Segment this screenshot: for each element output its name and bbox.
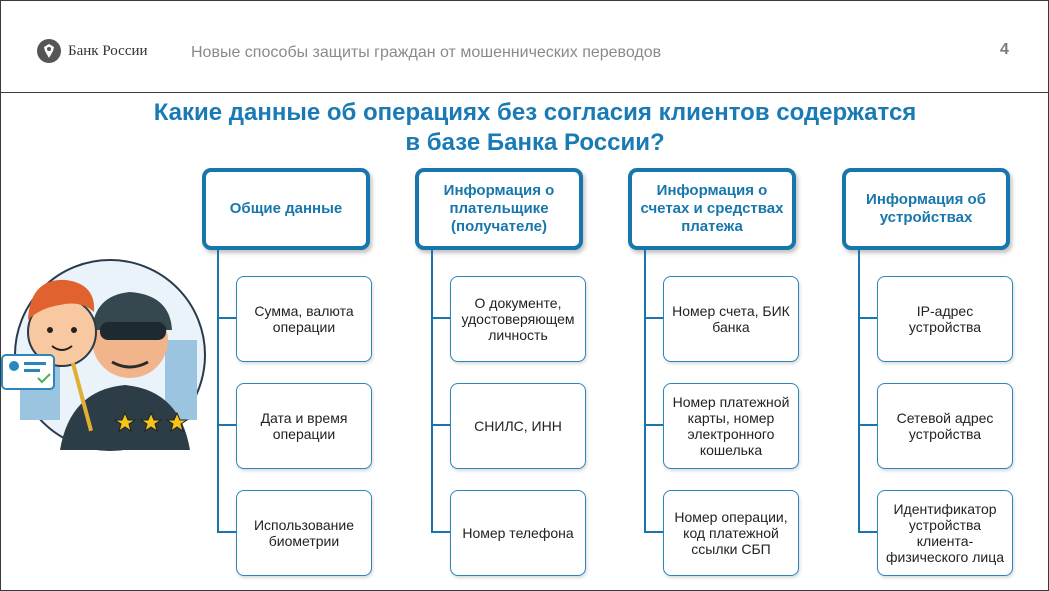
- connector-horizontal: [644, 317, 663, 319]
- connector-horizontal: [644, 531, 663, 533]
- slide-header: [0, 0, 1049, 93]
- item-identity-document: О документе, удостоверяющем личность: [450, 276, 586, 362]
- connector-horizontal: [431, 424, 450, 426]
- connector-horizontal: [217, 317, 236, 319]
- title-line-1: Какие данные об операциях без согласия клиентов содержатся: [153, 99, 917, 126]
- connector-horizontal: [431, 317, 450, 319]
- fraudster-illustration: [0, 250, 210, 460]
- item-device-id: Идентификатор устройства клиента-физического лица: [877, 490, 1013, 576]
- connector-vertical: [217, 250, 219, 532]
- connector-vertical: [858, 250, 860, 532]
- logo-text: Банк России: [68, 42, 148, 59]
- connector-vertical: [644, 250, 646, 532]
- heading-general-data: Общие данные: [202, 168, 370, 250]
- presentation-subtitle: Новые способы защиты граждан от мошеннических переводов: [191, 44, 662, 61]
- item-ip-address: IP-адрес устройства: [877, 276, 1013, 362]
- heading-devices-info: Информация об устройствах: [842, 168, 1010, 250]
- bank-emblem-icon: [36, 38, 62, 64]
- connector-vertical: [431, 250, 433, 532]
- heading-payer-info: Информация о плательщике (получателе): [415, 168, 583, 250]
- item-card-wallet: Номер платежной карты, номер электронного кошелька: [663, 383, 799, 469]
- item-phone-number: Номер телефона: [450, 490, 586, 576]
- connector-horizontal: [217, 424, 236, 426]
- item-network-address: Сетевой адрес устройства: [877, 383, 1013, 469]
- connector-horizontal: [217, 531, 236, 533]
- connector-horizontal: [644, 424, 663, 426]
- page-number: 4: [1000, 41, 1009, 58]
- connector-horizontal: [431, 531, 450, 533]
- item-account-bik: Номер счета, БИК банка: [663, 276, 799, 362]
- item-operation-sbp: Номер операции, код платежной ссылки СБП: [663, 490, 799, 576]
- heading-accounts-info: Информация о счетах и средствах платежа: [628, 168, 796, 250]
- connector-horizontal: [858, 531, 877, 533]
- connector-horizontal: [858, 317, 877, 319]
- item-snils-inn: СНИЛС, ИНН: [450, 383, 586, 469]
- bank-logo: [36, 38, 148, 64]
- item-amount-currency: Сумма, валюта операции: [236, 276, 372, 362]
- connector-horizontal: [858, 424, 877, 426]
- title-line-2: в базе Банка России?: [405, 129, 665, 156]
- slide-title: [60, 98, 1010, 158]
- item-date-time: Дата и время операции: [236, 383, 372, 469]
- item-biometrics: Использование биометрии: [236, 490, 372, 576]
